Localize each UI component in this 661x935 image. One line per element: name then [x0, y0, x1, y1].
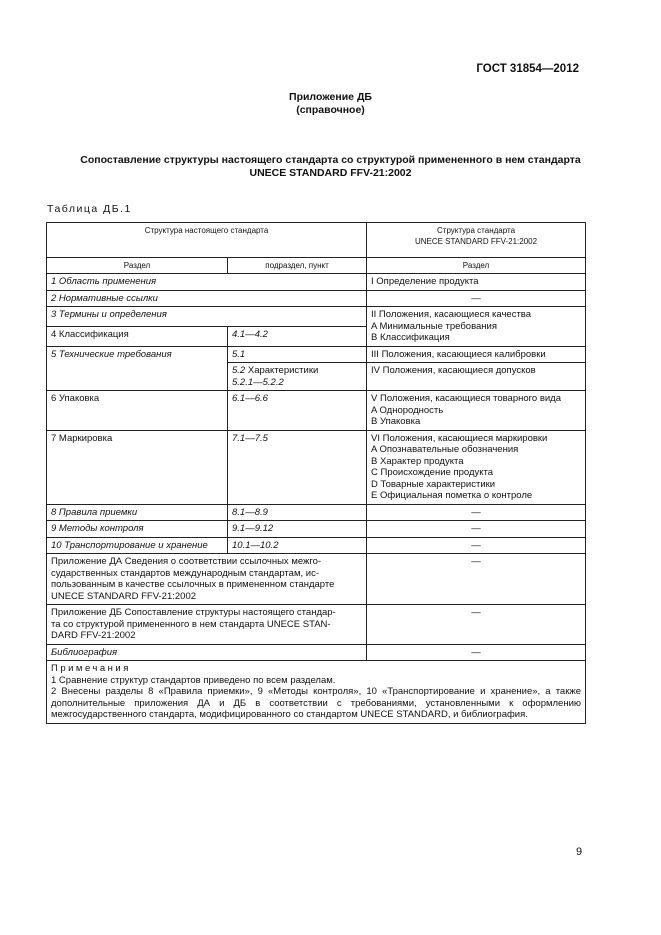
header-unece-line-2: UNECE STANDARD FFV-21:2002 — [414, 237, 538, 246]
row-classification-left: 4 Классификация — [47, 326, 228, 346]
table-row — [47, 605, 586, 645]
table-header-row — [47, 223, 586, 258]
table-row — [47, 307, 586, 327]
table-row — [47, 554, 586, 605]
row-bibliography-left: Библиография — [47, 644, 367, 661]
appendix-da-line-3: пользованным в качестве ссылочных в примененном стандарте — [51, 579, 335, 590]
row-transport-right: — — [367, 537, 586, 554]
table-subheader-row — [47, 258, 586, 274]
table-row — [47, 521, 586, 538]
quality-line-2: A Минимальные требования — [371, 320, 498, 332]
heading-line-1: Сопоставление структуры настоящего стандарта со структурой примененного в нем стандарта — [80, 154, 581, 166]
row-appendix-da-right: — — [367, 554, 586, 605]
col-header-subsection: подраздел, пункт — [228, 258, 367, 274]
characteristics-label — [232, 365, 362, 377]
row-tech-req-sub-1: 5.1 — [228, 346, 367, 363]
characteristics-text: Характеристики — [245, 365, 319, 376]
marking-line-2: A Опознавательные обозначения — [371, 444, 519, 455]
row-tolerance-right: IV Положения, касающиеся допусков — [367, 363, 586, 391]
row-terms-left: 3 Термины и определения — [47, 307, 367, 327]
appendix-da-line-1: Приложение ДА Сведения о соответствии ссылочных межго- — [51, 556, 322, 567]
appendix-db-line-3: DARD FFV-21:2002 — [51, 630, 136, 641]
table-row — [47, 644, 586, 661]
table-caption: Таблица ДБ.1 — [47, 203, 132, 215]
row-appendix-da-left — [47, 554, 367, 605]
characteristics-num: 5.2 — [232, 365, 246, 376]
table-row — [47, 537, 586, 554]
row-classification-sub: 4.1—4.2 — [228, 326, 367, 346]
row-calibration-right: III Положения, касающиеся калибровки — [367, 346, 586, 363]
quality-line-3: B Классификация — [371, 332, 450, 343]
row-bibliography-right: — — [367, 644, 586, 661]
row-scope-right: I Определение продукта — [367, 274, 586, 291]
appendix-title-block — [0, 91, 661, 117]
row-acceptance-sub: 8.1—8.9 — [228, 504, 367, 521]
appendix-db-line-1: Приложение ДБ Сопоставление структуры настоящего стандар- — [51, 607, 336, 618]
row-acceptance-right: — — [367, 504, 586, 521]
presentation-line-1: V Положения, касающиеся товарного вида — [371, 393, 562, 404]
row-references-right: — — [367, 290, 586, 307]
marking-line-5: D Товарные характеристики — [371, 478, 496, 490]
row-appendix-db-left — [47, 605, 367, 645]
table-row — [47, 274, 586, 291]
characteristics-range: 5.2.1—5.2.2 — [232, 376, 284, 388]
presentation-line-2: A Однородность — [371, 404, 444, 416]
row-presentation-right — [367, 391, 586, 431]
table-notes-row — [47, 661, 586, 724]
quality-line-1: II Положения, касающиеся качества — [371, 309, 532, 320]
table-notes — [47, 661, 586, 724]
notes-title: Примечания — [51, 663, 131, 674]
page-number: 9 — [576, 846, 583, 858]
row-references-left: 2 Нормативные ссылки — [47, 290, 367, 307]
row-packaging-sub: 6.1—6.6 — [228, 391, 367, 431]
row-methods-sub: 9.1—9.12 — [228, 521, 367, 538]
col-header-section: Раздел — [47, 258, 228, 274]
table-row — [47, 504, 586, 521]
header-unece-standard — [367, 223, 586, 258]
table-row — [47, 290, 586, 307]
row-methods-left: 9 Методы контроля — [47, 521, 228, 538]
table-row — [47, 346, 586, 363]
marking-line-4: C Происхождение продукта — [371, 467, 494, 478]
note-1: 1 Сравнение структур стандартов приведено по всем разделам. — [51, 674, 336, 686]
row-marking-right — [367, 430, 586, 504]
row-methods-right: — — [367, 521, 586, 538]
row-transport-left: 10 Транспортирование и хранение — [47, 537, 228, 554]
row-appendix-db-right: — — [367, 605, 586, 645]
row-tech-req-left: 5 Технические требования — [47, 346, 228, 391]
marking-line-1: VI Положения, касающиеся маркировки — [371, 432, 548, 444]
row-packaging-left: 6 Упаковка — [47, 391, 228, 431]
note-2: 2 Внесены разделы 8 «Правила приемки», 9 «Методы контроля», 10 «Транспортирование и хранение», а также дополнительные приложения ДА и ДБ в соответствии с требованиями, установленными к оформлению межгосударственного стандарта, модифицированного со стандартом UNECE STANDARD, и библиография. — [51, 686, 582, 720]
presentation-line-3: B Упаковка — [371, 416, 421, 427]
structure-comparison-table — [46, 222, 586, 724]
appendix-da-line-2: сударственных стандартов международным стандартам, ис- — [51, 567, 319, 579]
col-header-section-unece: Раздел — [367, 258, 586, 274]
appendix-title: Приложение ДБ — [289, 91, 372, 103]
standard-code: ГОСТ 31854—2012 — [476, 63, 579, 75]
row-marking-left: 7 Маркировка — [47, 430, 228, 504]
row-marking-sub: 7.1—7.5 — [228, 430, 367, 504]
marking-line-3: B Характер продукта — [371, 455, 464, 467]
row-acceptance-left: 8 Правила приемки — [47, 504, 228, 521]
appendix-db-line-2: та со структурой примененного в нем стандарта UNECE STAN- — [51, 618, 331, 630]
heading-line-2: UNECE STANDARD FFV-21:2002 — [249, 167, 412, 179]
row-tech-req-sub-2 — [228, 363, 367, 391]
header-current-standard: Структура настоящего стандарта — [47, 223, 367, 258]
appendix-da-line-4: UNECE STANDARD FFV-21:2002 — [51, 590, 197, 602]
row-quality-right — [367, 307, 586, 347]
table-row — [47, 430, 586, 504]
row-transport-sub: 10.1—10.2 — [228, 537, 367, 554]
header-unece-line-1: Структура стандарта — [437, 226, 516, 235]
table-row — [47, 391, 586, 431]
marking-line-6: E Официальная пометка о контроле — [371, 490, 533, 501]
appendix-subtitle: (справочное) — [296, 104, 365, 116]
document-heading — [40, 154, 621, 180]
row-scope-left: 1 Область применения — [47, 274, 367, 291]
